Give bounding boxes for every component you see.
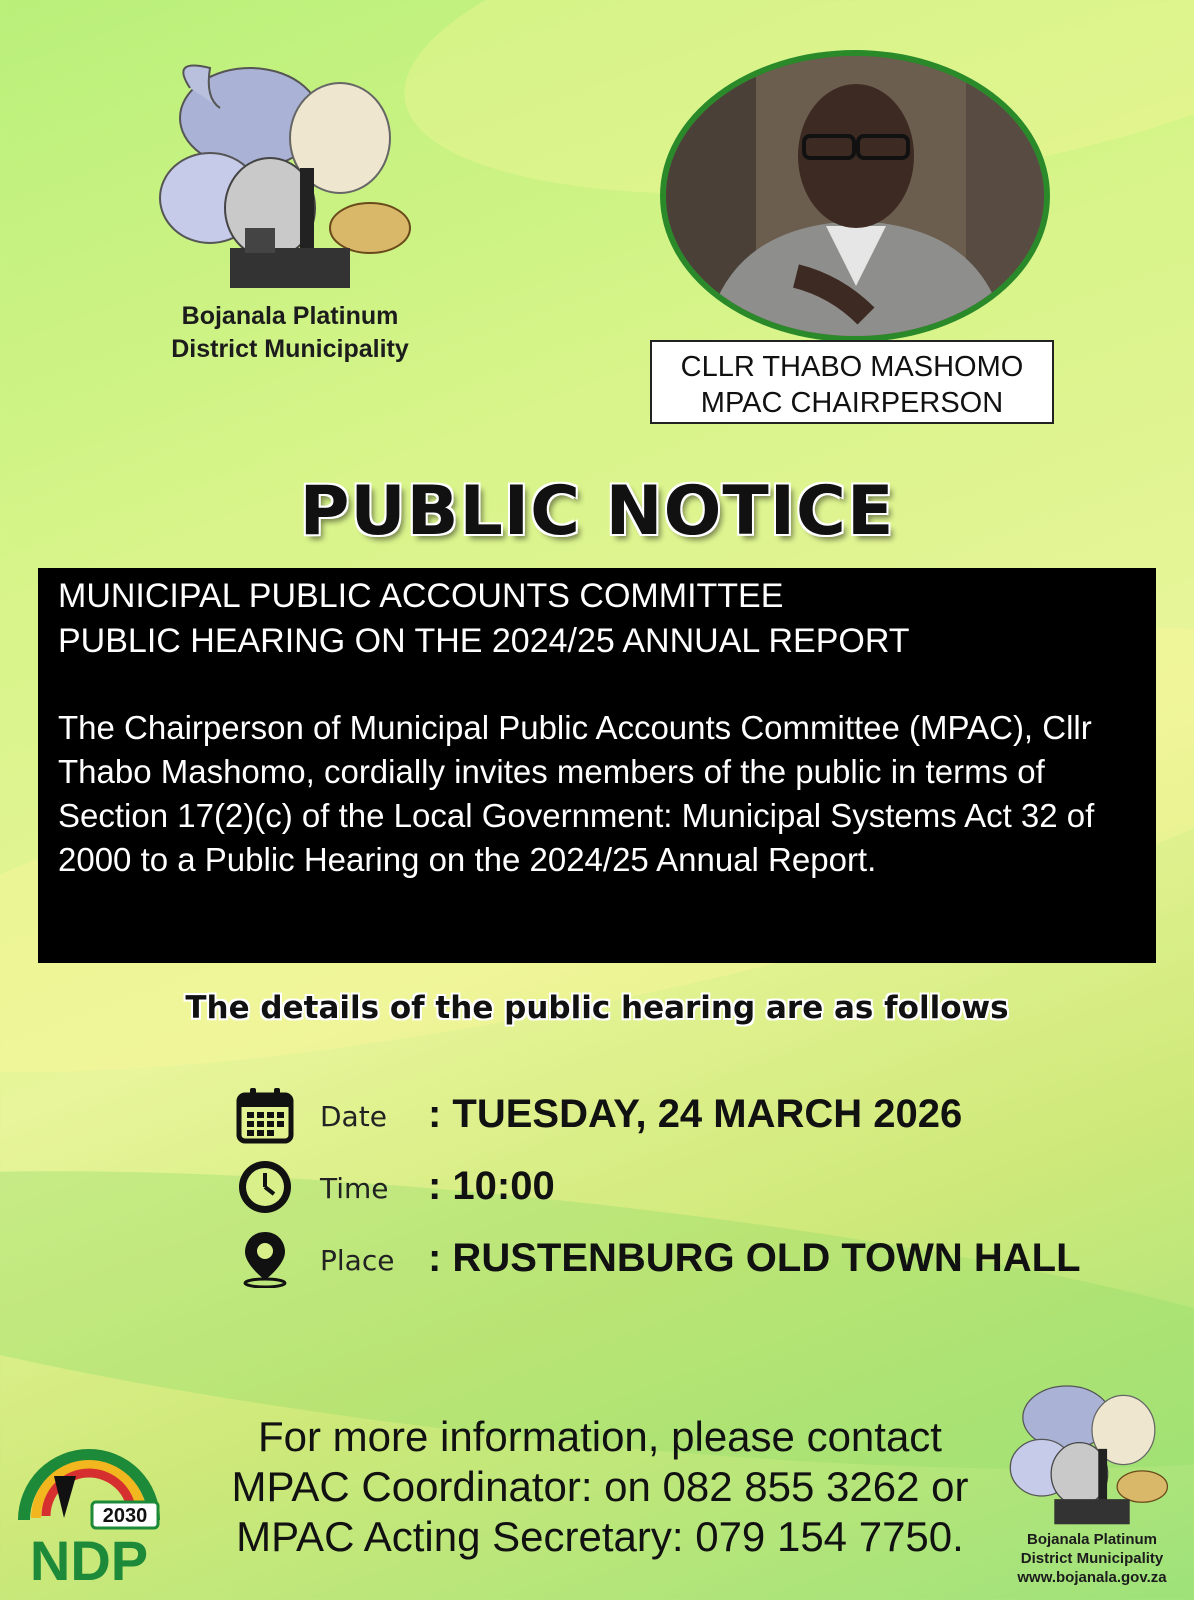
contact-info (190, 1412, 1010, 1562)
place-label: Place (320, 1244, 395, 1277)
contact-line3: MPAC Acting Secretary: 079 154 7750. (236, 1513, 964, 1560)
date-value: : TUESDAY, 24 MARCH 2026 (428, 1092, 963, 1136)
time-label: Time (320, 1172, 389, 1205)
chairperson-portrait (660, 50, 1050, 342)
detail-row-date (236, 1086, 1136, 1146)
clock-icon (236, 1158, 294, 1216)
detail-row-time (236, 1158, 1136, 1218)
date-label: Date (320, 1100, 387, 1133)
place-value: : RUSTENBURG OLD TOWN HALL (428, 1236, 1081, 1280)
notice-paragraph: The Chairperson of Municipal Public Accounts Committee (MPAC), Cllr Thabo Mashomo, cordially invites members of the public in terms of Section 17(2)(c) of the Local Government: Municipal Systems Act 32 of 2000 to a Public Hearing on the 2024/25 Annual Report. (58, 709, 1095, 878)
ndp-text: NDP (29, 1529, 149, 1590)
municipality-name-line1: Bojanala Platinum (181, 302, 399, 330)
contact-line2: MPAC Coordinator: on 082 855 3262 or (231, 1463, 969, 1510)
location-pin-icon (236, 1230, 294, 1288)
portrait-image (666, 56, 1044, 336)
municipality-name (130, 300, 450, 366)
notice-box (38, 568, 1156, 963)
contact-line1: For more information, please contact (258, 1413, 942, 1460)
footer-municipality-line1: Bojanala Platinum (1026, 1531, 1158, 1548)
footer-municipality-line2: District Municipality (1020, 1550, 1164, 1567)
detail-row-place (236, 1230, 1136, 1290)
time-value: : 10:00 (428, 1164, 555, 1208)
caption-role: MPAC CHAIRPERSON (700, 387, 1004, 419)
municipality-logo-small (1004, 1372, 1180, 1532)
ndp-2030-logo (14, 1440, 164, 1590)
ndp-year: 2030 (102, 1505, 148, 1527)
chairperson-caption (650, 340, 1054, 424)
notice-heading-line2: PUBLIC HEARING ON THE 2024/25 ANNUAL REPORT (58, 622, 910, 660)
caption-name: CLLR THABO MASHOMO (680, 351, 1024, 383)
municipality-name-line2: District Municipality (171, 335, 409, 363)
municipality-name-footer (994, 1530, 1190, 1587)
footer-website: www.bojanala.gov.za (1017, 1569, 1167, 1586)
page-title: PUBLIC NOTICE (299, 472, 895, 551)
details-heading: The details of the public hearing are as follows (185, 990, 1009, 1026)
calendar-icon (236, 1086, 294, 1144)
municipality-logo (150, 48, 430, 298)
notice-heading-line1: MUNICIPAL PUBLIC ACCOUNTS COMMITTEE (58, 577, 784, 615)
